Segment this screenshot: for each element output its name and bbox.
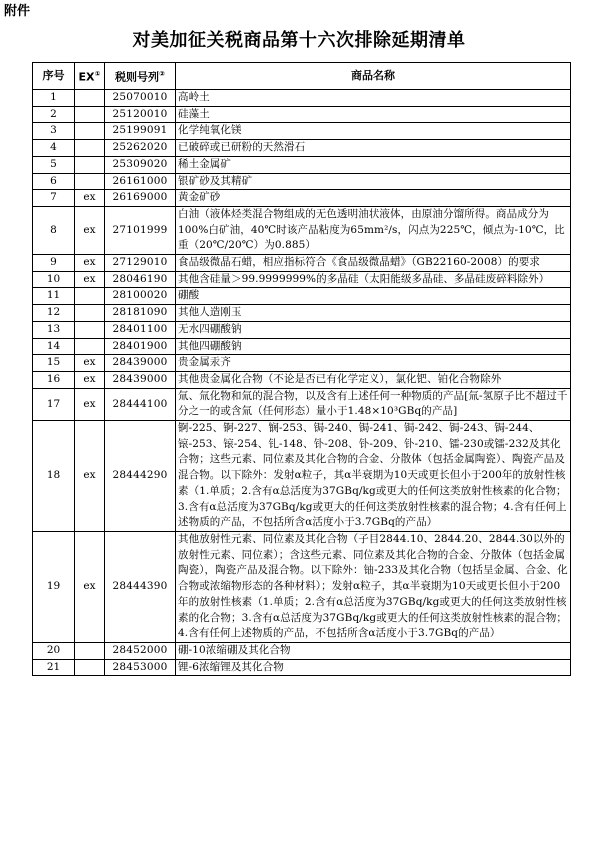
table-row [33, 271, 571, 288]
row-tariff-code-cell: 28444390 [105, 531, 176, 642]
table-row [33, 531, 571, 642]
row-seq-cell: 17 [33, 388, 75, 420]
row-tariff-code-cell: 28439000 [105, 355, 176, 372]
table-row [33, 173, 571, 190]
row-seq-cell: 14 [33, 338, 75, 355]
row-ex-cell [75, 90, 105, 107]
column-header-tariff-code: 税则号列② [105, 63, 176, 90]
row-tariff-code-cell: 27129010 [105, 255, 176, 272]
row-tariff-code-cell: 28401900 [105, 338, 176, 355]
table-row [33, 206, 571, 254]
table-row [33, 123, 571, 140]
row-seq-cell: 4 [33, 140, 75, 157]
row-ex-cell [75, 123, 105, 140]
row-ex-cell [75, 156, 105, 173]
row-seq-cell: 13 [33, 321, 75, 338]
row-ex-cell: ex [75, 531, 105, 642]
row-tariff-code-cell: 28181090 [105, 305, 176, 322]
row-product-name-cell: 其他贵金属化合物（不论是否已有化学定义），氯化钯、铂化合物除外 [176, 371, 571, 388]
row-product-name-cell: 稀土金属矿 [176, 156, 571, 173]
table-body [33, 90, 571, 676]
row-seq-cell: 16 [33, 371, 75, 388]
exclusion-list-table [32, 62, 571, 676]
row-ex-cell [75, 338, 105, 355]
table-header-row [33, 63, 571, 90]
row-seq-cell: 12 [33, 305, 75, 322]
row-ex-cell: ex [75, 388, 105, 420]
row-ex-cell: ex [75, 271, 105, 288]
row-seq-cell: 2 [33, 106, 75, 123]
row-ex-cell [75, 321, 105, 338]
row-ex-cell: ex [75, 190, 105, 207]
row-tariff-code-cell: 28444100 [105, 388, 176, 420]
table-row [33, 371, 571, 388]
table-row [33, 255, 571, 272]
row-ex-cell: ex [75, 371, 105, 388]
row-tariff-code-cell: 25120010 [105, 106, 176, 123]
table-row [33, 90, 571, 107]
table-row [33, 642, 571, 659]
row-tariff-code-cell: 28100020 [105, 288, 176, 305]
row-product-name-cell: 贵金属汞齐 [176, 355, 571, 372]
row-seq-cell: 6 [33, 173, 75, 190]
row-seq-cell: 21 [33, 659, 75, 676]
row-seq-cell: 18 [33, 421, 75, 532]
row-seq-cell: 20 [33, 642, 75, 659]
row-product-name-cell: 锕-225、锕-227、锎-253、锔-240、锔-241、锔-242、锔-243、锔-244、锿-253、锿-254、钆-148、钋-208、钋-209、钋-210、镭-230或镭-232及其化合物；这些元素、同位素及其化合物的合金、分散体（包括金属陶瓷）、陶瓷产品及混合物。以下除外：发射α粒子，其α半衰期为10天或更长但小于200年的放射性核素（1.单质；2.含有α总活度为37GBq/kg或更大的任何这类放射性核素的化合物；3.含有α总活度为37GBq/kg或更大的任何这类放射性核素的混合物；4.含有任何上述物质的产品，不包括所含α活度小于3.7GBq的产品） [176, 421, 571, 532]
page-title: 对美加征关税商品第十六次排除延期清单 [132, 30, 466, 51]
row-tariff-code-cell: 25070010 [105, 90, 176, 107]
row-tariff-code-cell: 27101999 [105, 206, 176, 254]
row-ex-cell [75, 288, 105, 305]
row-product-name-cell: 其他人造刚玉 [176, 305, 571, 322]
row-seq-cell: 15 [33, 355, 75, 372]
row-ex-cell: ex [75, 355, 105, 372]
row-tariff-code-cell: 28439000 [105, 371, 176, 388]
table-row [33, 321, 571, 338]
row-seq-cell: 3 [33, 123, 75, 140]
attachment-label: 附件 [4, 4, 31, 19]
row-tariff-code-cell: 28444290 [105, 421, 176, 532]
row-tariff-code-cell: 25199091 [105, 123, 176, 140]
row-product-name-cell: 白油（液体烃类混合物组成的无色透明油状液体，由原油分馏所得。商品成分为100%白矿油，40℃时该产品粘度为65mm²/s，闪点为225℃，倾点为-10℃，比重（20℃/20℃）为0.885） [176, 206, 571, 254]
table-row [33, 421, 571, 532]
row-product-name-cell: 已破碎或已研粉的天然滑石 [176, 140, 571, 157]
row-product-name-cell: 化学纯氧化镁 [176, 123, 571, 140]
row-product-name-cell: 食品级微晶石蜡，相应指标符合《食品级微晶蜡》（GB22160-2008）的要求 [176, 255, 571, 272]
row-seq-cell: 19 [33, 531, 75, 642]
row-tariff-code-cell: 28401100 [105, 321, 176, 338]
row-ex-cell: ex [75, 255, 105, 272]
row-product-name-cell: 高岭土 [176, 90, 571, 107]
row-ex-cell [75, 140, 105, 157]
row-seq-cell: 7 [33, 190, 75, 207]
row-tariff-code-cell: 28453000 [105, 659, 176, 676]
row-ex-cell [75, 659, 105, 676]
row-product-name-cell: 无水四硼酸钠 [176, 321, 571, 338]
table-row [33, 355, 571, 372]
column-header-product-name: 商品名称 [176, 63, 571, 90]
row-product-name-cell: 银矿砂及其精矿 [176, 173, 571, 190]
row-ex-cell [75, 642, 105, 659]
row-tariff-code-cell: 25309020 [105, 156, 176, 173]
row-seq-cell: 8 [33, 206, 75, 254]
table-row [33, 288, 571, 305]
table-row [33, 140, 571, 157]
row-ex-cell [75, 305, 105, 322]
row-product-name-cell: 氚、氚化物和氚的混合物，以及含有上述任何一种物质的产品[氚-氢原子比不超过千分之一的或含氚（任何形态）量小于1.48×10³GBq的产品] [176, 388, 571, 420]
row-product-name-cell: 其他四硼酸钠 [176, 338, 571, 355]
row-tariff-code-cell: 26169000 [105, 190, 176, 207]
table-row [33, 659, 571, 676]
footnote-marker-1: ① [94, 69, 101, 78]
row-ex-cell [75, 173, 105, 190]
row-ex-cell [75, 106, 105, 123]
table-row [33, 388, 571, 420]
row-product-name-cell: 其他含硅量＞99.9999999%的多晶硅（太阳能级多晶硅、多晶硅废碎料除外） [176, 271, 571, 288]
row-seq-cell: 5 [33, 156, 75, 173]
row-tariff-code-cell: 26161000 [105, 173, 176, 190]
row-tariff-code-cell: 28046190 [105, 271, 176, 288]
row-seq-cell: 9 [33, 255, 75, 272]
row-seq-cell: 1 [33, 90, 75, 107]
row-tariff-code-cell: 25262020 [105, 140, 176, 157]
row-product-name-cell: 硼酸 [176, 288, 571, 305]
row-seq-cell: 10 [33, 271, 75, 288]
column-header-seq: 序号 [33, 63, 75, 90]
footnote-marker-2: ② [159, 69, 165, 78]
row-product-name-cell: 其他放射性元素、同位素及其化合物（子目2844.10、2844.20、2844.30以外的放射性元素、同位素）；含这些元素、同位素及其化合物的合金、分散体（包括金属陶瓷），陶瓷产品及混合物。以下除外：铀-233及其化合物（包括呈金属、合金、化合物或浓缩物形态的各种材料）；发射α粒子，其α半衰期为10天或更长但小于200年的放射性核素（1.单质；2.含有α总活度为37GBq/kg或更大的任何这类放射性核素的化合物；3.含有α总活度为37GBq/kg或更大的任何这类放射性核素的混合物；4.含有任何上述物质的产品，不包括所含α活度小于3.7GBq的产品） [176, 531, 571, 642]
row-product-name-cell: 硅藻土 [176, 106, 571, 123]
row-product-name-cell: 锂-6浓缩锂及其化合物 [176, 659, 571, 676]
table-row [33, 106, 571, 123]
row-tariff-code-cell: 28452000 [105, 642, 176, 659]
column-header-ex: EX① [75, 63, 105, 90]
row-product-name-cell: 硼-10浓缩硼及其化合物 [176, 642, 571, 659]
table-row [33, 338, 571, 355]
table-row [33, 190, 571, 207]
table-row [33, 156, 571, 173]
row-ex-cell: ex [75, 206, 105, 254]
row-product-name-cell: 黄金矿砂 [176, 190, 571, 207]
row-seq-cell: 11 [33, 288, 75, 305]
table-row [33, 305, 571, 322]
row-ex-cell: ex [75, 421, 105, 532]
